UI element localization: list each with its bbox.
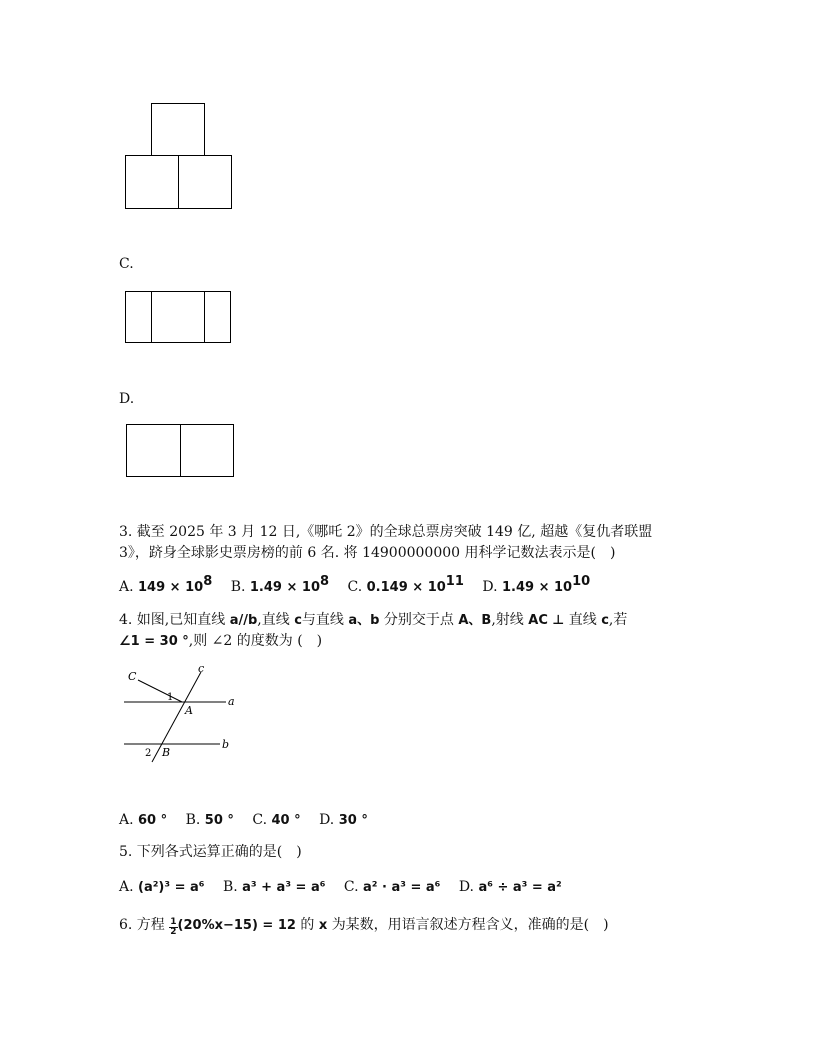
q4-stem-line1: 4. 如图,已知直线 a//b,直线 c与直线 a、b 分别交于点 A、B,射线 AC ⊥ 直线 c,若	[119, 612, 628, 628]
figure-c-divider-right	[204, 291, 205, 343]
label-b: b	[222, 738, 230, 751]
label-a: a	[228, 695, 235, 708]
q3-stem-line1: 3. 截至 2025 年 3 月 12 日,《哪吒 2》的全球总票房突破 149 亿, 超越《复仇者联盟	[119, 524, 653, 540]
figure-c-rectangle	[125, 291, 231, 343]
q3-stem-line2: 3》，跻身全球影史票房榜的前 6 名. 将 14900000000 用科学记数法表示是( )	[119, 545, 616, 561]
q5-option-c[interactable]: C. a² · a³ = a⁶	[343, 879, 441, 895]
q4-option-a[interactable]: A. 60 °	[119, 812, 168, 828]
q6-stem: 6. 方程 $\frac{1}{2}$ (20%x−15) = 12 的 x 为某数，用语言叙述方程含义，准确的是( )	[119, 917, 609, 937]
option-d-label: D.	[119, 391, 135, 407]
label-1: 1	[167, 692, 174, 703]
q3-option-c[interactable]: C. $0.149 \times 10^{11}$	[347, 574, 464, 595]
q4-option-b[interactable]: B. 50 °	[185, 812, 234, 828]
q5-stem: 5. 下列各式运算正确的是( )	[119, 844, 302, 860]
label-c: c	[198, 662, 205, 675]
q5-option-b[interactable]: B. a³ + a³ = a⁶	[222, 879, 326, 895]
q3-option-d[interactable]: D. $1.49 \times 10^{10}$	[482, 574, 591, 595]
q5-option-a[interactable]: A. (a²)³ = a⁶	[119, 879, 205, 895]
q4-option-c[interactable]: C. 40 °	[252, 812, 301, 828]
figure-c-divider-left	[151, 291, 152, 343]
figure-b-bottom-right-square	[178, 155, 232, 209]
label-C: C	[128, 670, 137, 683]
q6-fraction: $\frac{1}{2}$	[170, 917, 177, 937]
q4-options	[119, 810, 382, 831]
label-2: 2	[145, 748, 152, 759]
label-B: B	[162, 746, 171, 759]
label-A: A	[185, 704, 193, 717]
figure-d-left-square	[126, 424, 181, 477]
option-c-label: C.	[119, 256, 134, 272]
figure-b-bottom-left-square	[125, 155, 179, 209]
q3-option-b[interactable]: B. $1.49 \times 10^8$	[230, 574, 330, 595]
q4-option-d[interactable]: D. 30 °	[319, 812, 368, 828]
line-c	[152, 672, 201, 762]
figure-b-top-square	[151, 103, 205, 156]
q4-stem-line2: ∠1 = 30 °,则 ∠2 的度数为 ( )	[119, 633, 323, 649]
q3-option-a[interactable]: A. $149 \times 10^8$	[119, 574, 213, 595]
q5-option-d[interactable]: D. a⁶ ÷ a³ = a²	[458, 879, 562, 895]
ray-ac	[138, 680, 182, 702]
q3-options	[119, 574, 604, 598]
q4-geometry-figure	[118, 660, 248, 770]
q5-options	[119, 877, 576, 898]
figure-d-right-square	[180, 424, 234, 477]
